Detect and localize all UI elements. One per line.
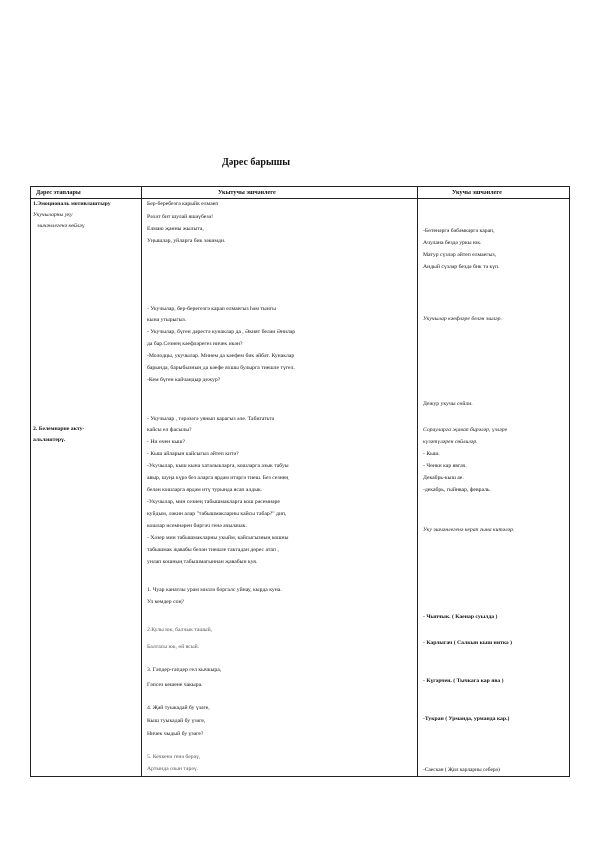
table-border-left [30,186,31,777]
text-line: -Молодцы, укучылар. Минем да кәефем бик әйбәт. Кунаклар [147,353,295,359]
riddle-answer-3: - Күгәрчен. ( Тычкага кар ява ) [423,678,504,684]
header-pupils: Укучы эшчәнлеге [452,189,502,196]
stage1-pupil-action: эшчәнлегенә көйләү [37,223,85,229]
column-divider-1 [141,186,142,777]
text-line: 5. Кечкенә генә берәү, [147,754,201,760]
text-line: Уңышлар, уйларга бик зәкимди. [147,238,226,244]
stage1-pupil-action: Укучыларны уку [33,212,73,218]
text-line: -Бөтенәргә бәбәмкәргә карап, [423,228,495,234]
page-title: Дәрес барышы [222,157,290,168]
text-line: 3. Гәпдер-гәпдер гел кычкыра, [147,667,222,673]
text-line: Андый сүзләр бездә бик тә күп. [423,264,500,270]
text-line: - Кыш. [423,451,440,457]
pupils-mood-note: Укучылар кәефләре белән эшләр. [423,316,502,322]
text-line: Декабрь-кыш ае. [423,475,464,481]
text-line: - Укучылар , тәрәзәгә уянып карагыз әле. Табигатьтә [147,416,275,422]
text-line: Ачулана бездә уркы юк. [423,240,482,246]
text-line: - Чөнки кар явгач. [423,463,467,469]
table-border-bottom [30,776,570,777]
text-line: Бер-беребезгә карыйк елмаеп [147,201,219,207]
text-line: - Укучылар, бүген дәрестә кунаклар да , Әкият белән Әниләр [147,329,296,335]
header-teacher: Укытучы эшчәнлеге [218,189,276,196]
text-line: да бар.Сезнең кәефләрегез ничек икән? [147,341,243,347]
text-line: барында, барыбызның да кәефе яхшы булырга тиешле түгел. [147,365,295,371]
text-line: Ничек чыдый бу үзәге? [147,731,204,737]
riddle-answer-2: - Карлыгач ( Салкын кыш ниткә ) [423,640,513,646]
text-line: күзәтүләрен сөйлиләр. [423,439,478,445]
text-line: кошлар исемнәрен биргәч генә ачылачак. [147,523,247,529]
text-line: -декабрь, гыйнвар, февраль. [423,487,491,493]
text-line: белән кошларга ярдәм итү турында ясап алдык. [147,487,263,493]
text-line: Кыш туыкадай бу үзәге, [147,718,206,724]
text-line: табышмак җавабы белән тиешле тактадан дөрес атап , [147,547,279,553]
text-line: куйдым, ләкин алар "табышмакларны кайсы табар?" дип, [147,511,287,517]
stage2-name: 2. Белемнәрне акту- [33,426,85,432]
column-divider-2 [417,186,418,777]
text-line: 4. Җәй туыкадай бу үзәге, [147,705,210,711]
text-line: - Хәзер мин табышмакларны укыйм, кайсыгызның кошны [147,535,289,541]
text-line: - Укучылар, бер-берегезгә карап елмаегыз һәм тынгы [147,306,276,312]
stage2-name: альләштерү. [33,437,66,443]
stage1-name: 1.Эмоциональ мотивлаштыру [33,201,111,207]
text-line: унлап кошның табышмагыннан җавабын куя. [147,559,258,565]
table-border-right [569,186,570,777]
text-line: Матур сүзләр әйтеп елмаегыз, [423,252,497,258]
text-line: Ул кемдер соң? [147,599,185,605]
riddle-answer-5: -Саескан ( Җил карларны себерә) [423,767,500,773]
text-line: кайсы ел фасылы? [147,427,192,433]
text-line: Сорауларга җавап бирәләр, үзләре [423,427,508,433]
riddle-answer-1: - Чыпчык. ( Каенар суылда ) [423,614,498,620]
text-line: -Кем бүген кайчандыр дежур? [147,377,221,383]
pupils-duty-note: Дежур укучы сөйли. [423,401,473,407]
text-line: Артында озын тәрәү. [147,766,199,772]
header-divider [30,198,570,199]
text-line: - Кыш айларын кайсыгыз әйтеп китә? [147,451,239,457]
text-line: Балтасы юк, өй ясый. [147,644,200,650]
text-line: авыр, шуңа күрә без аларга ярдәм итәргә тиеш. Без сезнең [147,475,289,481]
header-stages: Дәрес этаплары [36,189,81,196]
text-line: -Укучылар, мин сезнең табышмакларга кош рәсемнәре [147,499,280,505]
pupils-activity-note: Уку эшчәнлегенә керап гына китәләр. [423,527,515,533]
table-border-top [30,186,570,187]
text-line: Гәпсез кешене чакыра. [147,682,203,688]
text-line: -Укучылар, кыш кына хаталыкларга, кошларга азык табуы [147,463,289,469]
text-line: Елмаю җанны жылыта, [147,226,204,232]
riddle-answer-4: -Тукран ( Урманда, урманда кар.) [423,716,510,722]
text-line: Рәхәт бит шулай яшәүбезә! [147,214,214,220]
text-line: кына утырыгыз. [147,317,187,323]
text-line: - Ни өчен кыш? [147,439,186,445]
text-line: 1. Чуар канатлы урам миллә боргалс уйнау, кырда куна. [147,587,282,593]
text-line: 2.Кулы юк, балчык ташый, [147,627,213,633]
